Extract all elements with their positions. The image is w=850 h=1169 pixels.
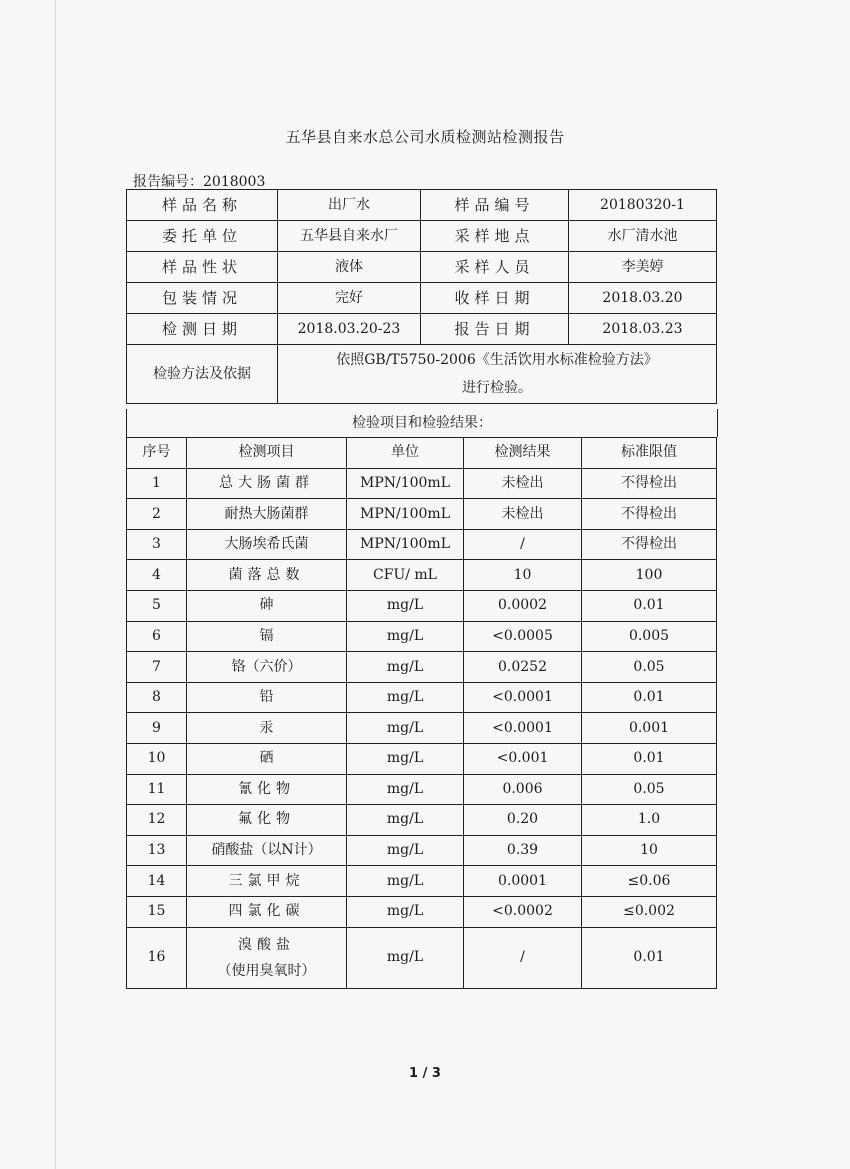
row-limit: 0.005 xyxy=(582,621,717,652)
row-unit: mg/L xyxy=(347,652,464,683)
row-result: 0.20 xyxy=(464,805,582,836)
row-result: 未检出 xyxy=(464,499,582,530)
row-result: 10 xyxy=(464,560,582,591)
results-table xyxy=(126,437,717,989)
row-item: 菌落总数 xyxy=(187,560,347,591)
table-row xyxy=(127,896,717,927)
info-row xyxy=(127,190,717,221)
table-row xyxy=(127,560,717,591)
info-row xyxy=(127,283,717,314)
row-no: 9 xyxy=(127,713,187,744)
row-item: 砷 xyxy=(187,590,347,621)
row-result: <0.0005 xyxy=(464,621,582,652)
header-unit: 单位 xyxy=(347,438,464,469)
row-no: 13 xyxy=(127,835,187,866)
row-no: 15 xyxy=(127,896,187,927)
method-line-2: 进行检验。 xyxy=(462,380,532,396)
row-item: 硒 xyxy=(187,743,347,774)
row-no: 6 xyxy=(127,621,187,652)
row-result: 0.0252 xyxy=(464,652,582,683)
test-date-label: 检测日期 xyxy=(127,314,278,345)
header-item: 检测项目 xyxy=(187,438,347,469)
report-date-label: 报告日期 xyxy=(421,314,569,345)
row-unit: mg/L xyxy=(347,621,464,652)
receive-date-label: 收样日期 xyxy=(421,283,569,314)
sample-name-label: 样品名称 xyxy=(127,190,278,221)
row-unit: mg/L xyxy=(347,835,464,866)
row-item: 氰化物 xyxy=(187,774,347,805)
row-result: <0.0001 xyxy=(464,713,582,744)
row-result: 0.0001 xyxy=(464,866,582,897)
table-row xyxy=(127,743,717,774)
receive-date-value: 2018.03.20 xyxy=(569,283,717,314)
sampler-value: 李美婷 xyxy=(569,252,717,283)
row-unit: mg/L xyxy=(347,590,464,621)
report-date-value: 2018.03.23 xyxy=(569,314,717,345)
row-unit: mg/L xyxy=(347,805,464,836)
row-no: 3 xyxy=(127,529,187,560)
table-row xyxy=(127,529,717,560)
row-result: <0.001 xyxy=(464,743,582,774)
row-limit: 0.05 xyxy=(582,652,717,683)
row-no: 10 xyxy=(127,743,187,774)
row-unit: MPN/100mL xyxy=(347,499,464,530)
page-number: 1 / 3 xyxy=(409,1066,441,1081)
client-label: 委托单位 xyxy=(127,221,278,252)
row-result: <0.0002 xyxy=(464,896,582,927)
row-unit: mg/L xyxy=(347,682,464,713)
package-label: 包装情况 xyxy=(127,283,278,314)
row-limit: 0.01 xyxy=(582,743,717,774)
row-limit: 0.01 xyxy=(582,682,717,713)
table-row xyxy=(127,499,717,530)
row-limit: ≤0.06 xyxy=(582,866,717,897)
row-result: 0.39 xyxy=(464,835,582,866)
row-unit: MPN/100mL xyxy=(347,529,464,560)
row-limit: 0.01 xyxy=(582,590,717,621)
row-limit: 不得检出 xyxy=(582,499,717,530)
method-line-1: 依照GB/T5750-2006《生活饮用水标准检验方法》 xyxy=(336,352,658,368)
table-row xyxy=(127,835,717,866)
table-row xyxy=(127,682,717,713)
row-item: 四氯化碳 xyxy=(187,896,347,927)
table-row xyxy=(127,590,717,621)
row-limit: 1.0 xyxy=(582,805,717,836)
row-item-line-2: （使用臭氧时） xyxy=(217,962,316,979)
row-no: 5 xyxy=(127,590,187,621)
header-no: 序号 xyxy=(127,438,187,469)
row-limit: 0.001 xyxy=(582,713,717,744)
row-no: 7 xyxy=(127,652,187,683)
sample-no-value: 20180320-1 xyxy=(569,190,717,221)
sample-no-label: 样品编号 xyxy=(421,190,569,221)
test-date-value: 2018.03.20-23 xyxy=(278,314,421,345)
row-unit: mg/L xyxy=(347,866,464,897)
row-no: 16 xyxy=(127,927,187,988)
row-limit: 10 xyxy=(582,835,717,866)
method-label: 检验方法及依据 xyxy=(127,345,278,404)
row-result: <0.0001 xyxy=(464,682,582,713)
method-row xyxy=(127,345,717,404)
results-header-row xyxy=(127,438,717,469)
table-row xyxy=(127,774,717,805)
row-no: 14 xyxy=(127,866,187,897)
nature-label: 样品性状 xyxy=(127,252,278,283)
row-result: 0.0002 xyxy=(464,590,582,621)
nature-value: 液体 xyxy=(278,252,421,283)
row-no: 4 xyxy=(127,560,187,591)
row-limit: ≤0.002 xyxy=(582,896,717,927)
table-row xyxy=(127,652,717,683)
table-row xyxy=(127,927,717,988)
section-title: 检验项目和检验结果： xyxy=(126,409,718,437)
row-limit: 不得检出 xyxy=(582,529,717,560)
row-item-line-1: 溴酸盐 xyxy=(238,936,295,953)
header-limit: 标准限值 xyxy=(582,438,717,469)
client-value: 五华县自来水厂 xyxy=(278,221,421,252)
row-result: / xyxy=(464,927,582,988)
row-item: 三氯甲烷 xyxy=(187,866,347,897)
location-value: 水厂清水池 xyxy=(569,221,717,252)
table-row xyxy=(127,866,717,897)
info-row xyxy=(127,314,717,345)
package-value: 完好 xyxy=(278,283,421,314)
row-unit: mg/L xyxy=(347,927,464,988)
header-result: 检测结果 xyxy=(464,438,582,469)
row-result: 未检出 xyxy=(464,468,582,499)
row-unit: mg/L xyxy=(347,713,464,744)
table-row xyxy=(127,713,717,744)
row-no: 2 xyxy=(127,499,187,530)
location-label: 采样地点 xyxy=(421,221,569,252)
row-item: 硝酸盐（以N计） xyxy=(187,835,347,866)
method-value xyxy=(278,345,717,404)
row-unit: MPN/100mL xyxy=(347,468,464,499)
row-limit: 0.05 xyxy=(582,774,717,805)
row-limit: 100 xyxy=(582,560,717,591)
table-row xyxy=(127,805,717,836)
report-number: 报告编号：2018003 xyxy=(133,174,266,190)
row-item: 总大肠菌群 xyxy=(187,468,347,499)
row-unit: CFU/ mL xyxy=(347,560,464,591)
sampler-label: 采样人员 xyxy=(421,252,569,283)
table-row xyxy=(127,468,717,499)
info-row xyxy=(127,252,717,283)
report-title: 五华县自来水总公司水质检测站检测报告 xyxy=(285,128,565,146)
row-item: 汞 xyxy=(187,713,347,744)
sample-name-value: 出厂水 xyxy=(278,190,421,221)
row-no: 1 xyxy=(127,468,187,499)
row-result: / xyxy=(464,529,582,560)
row-item: 耐热大肠菌群 xyxy=(187,499,347,530)
row-item: 铬（六价） xyxy=(187,652,347,683)
row-no: 8 xyxy=(127,682,187,713)
table-row xyxy=(127,621,717,652)
sample-info-table xyxy=(126,189,717,404)
info-row xyxy=(127,221,717,252)
row-item xyxy=(187,927,347,988)
row-result: 0.006 xyxy=(464,774,582,805)
row-no: 12 xyxy=(127,805,187,836)
scan-edge-line xyxy=(55,0,56,1169)
row-item: 氟化物 xyxy=(187,805,347,836)
row-unit: mg/L xyxy=(347,743,464,774)
row-unit: mg/L xyxy=(347,896,464,927)
row-item: 镉 xyxy=(187,621,347,652)
row-no: 11 xyxy=(127,774,187,805)
row-item: 铅 xyxy=(187,682,347,713)
row-item: 大肠埃希氏菌 xyxy=(187,529,347,560)
row-limit: 0.01 xyxy=(582,927,717,988)
row-unit: mg/L xyxy=(347,774,464,805)
row-limit: 不得检出 xyxy=(582,468,717,499)
